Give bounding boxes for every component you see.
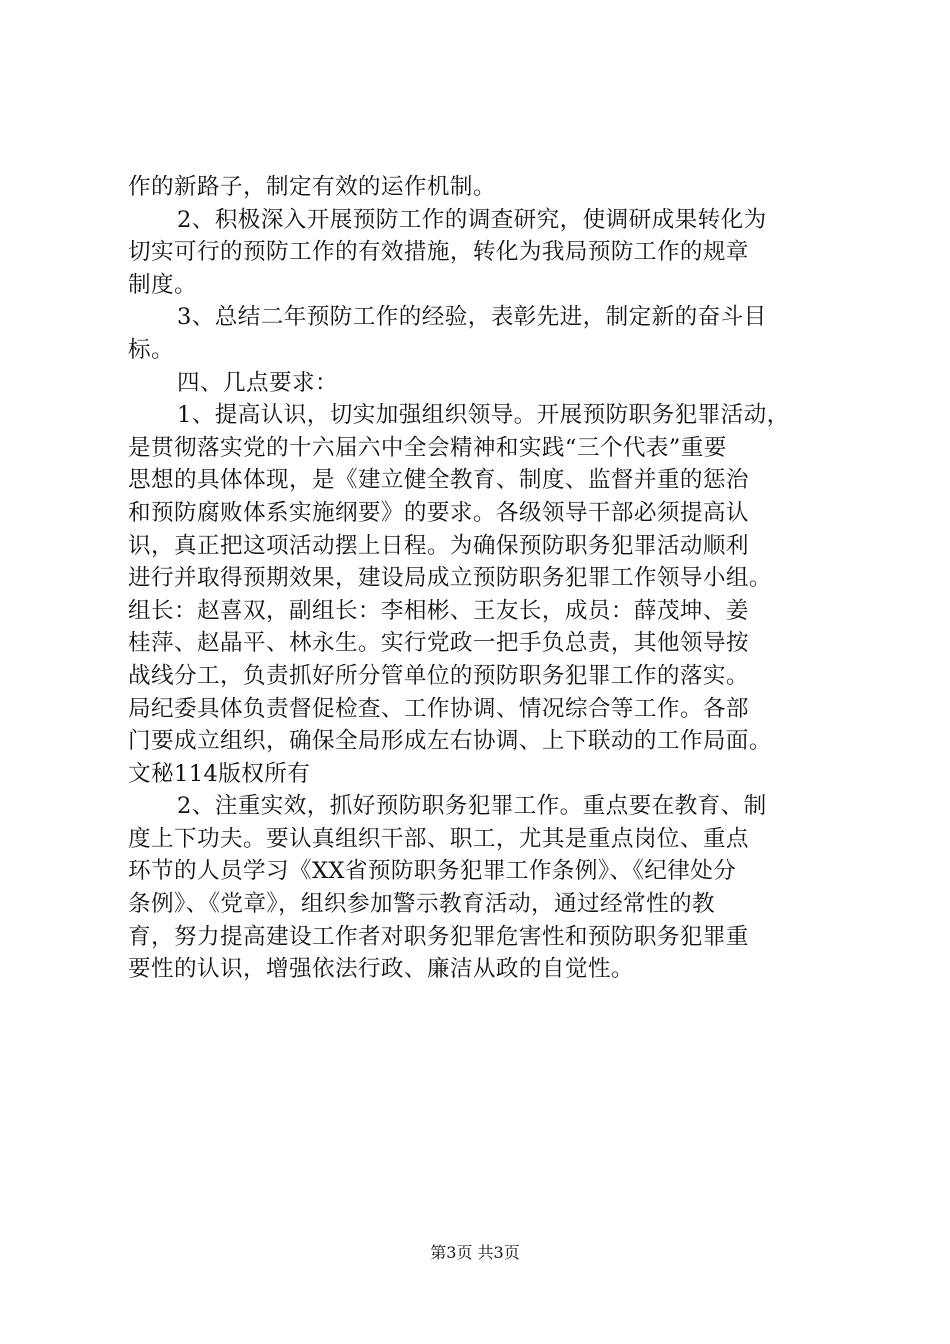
text-line: 识，真正把这项活动摆上日程。为确保预防职务犯罪活动顺利 <box>128 532 749 559</box>
text-line: 条例》、《党章》，组织参加警示教育活动，通过经常性的教 <box>128 891 715 918</box>
text-line: 和预防腐败体系实施纲要》的要求。各级领导干部必须提高认 <box>128 499 749 526</box>
text-line: 1、提高认识，切实加强组织领导。开展预防职务犯罪活动， <box>177 402 790 429</box>
text-line: 是贯彻落实党的十六届六中全会精神和实践“三个代表”重要 <box>128 434 727 461</box>
text-line: 局纪委具体负责督促检查、工作协调、情况综合等工作。各部 <box>128 695 749 722</box>
text-line: 桂萍、赵晶平、林永生。实行党政一把手负总责，其他领导按 <box>128 630 749 657</box>
section-heading: 四、几点要求： <box>177 369 338 396</box>
text-line: 育，努力提高建设工作者对职务犯罪危害性和预防职务犯罪重 <box>128 923 749 950</box>
text-line: 环节的人员学习《XX省预防职务犯罪工作条例》、《纪律处分 <box>128 858 737 885</box>
text-line: 作的新路子，制定有效的运作机制。 <box>128 174 496 200</box>
document-body <box>128 171 840 986</box>
text-line: 进行并取得预期效果，建设局成立预防职务犯罪工作领导小组。 <box>128 565 772 592</box>
text-line: 2、积极深入开展预防工作的调查研究，使调研成果转化为 <box>177 206 767 233</box>
text-line: 组长：赵喜双，副组长：李相彬、王友长，成员：薛茂坤、姜 <box>128 597 749 624</box>
page-footer: 第3页 共3页 <box>430 1243 520 1262</box>
text-line: 门要成立组织，确保全局形成左右协调、上下联动的工作局面。 <box>128 728 772 755</box>
text-line: 3、总结二年预防工作的经验，表彰先进，制定新的奋斗目 <box>177 304 767 331</box>
text-line: 切实可行的预防工作的有效措施，转化为我局预防工作的规章 <box>128 239 749 266</box>
text-line: 2、注重实效，抓好预防职务犯罪工作。重点要在教育、制 <box>177 793 767 820</box>
text-line: 战线分工，负责抓好所分管单位的预防职务犯罪工作的落实。 <box>128 662 749 689</box>
text-line: 要性的认识，增强依法行政、廉洁从政的自觉性。 <box>128 956 634 983</box>
text-line: 制度。 <box>128 271 197 298</box>
text-line: 标。 <box>128 336 174 363</box>
text-line: 度上下功夫。要认真组织干部、职工，尤其是重点岗位、重点 <box>128 825 749 852</box>
text-line: 文秘114版权所有 <box>128 760 311 787</box>
text-line: 思想的具体体现，是《建立健全教育、制度、监督并重的惩治 <box>128 467 749 494</box>
